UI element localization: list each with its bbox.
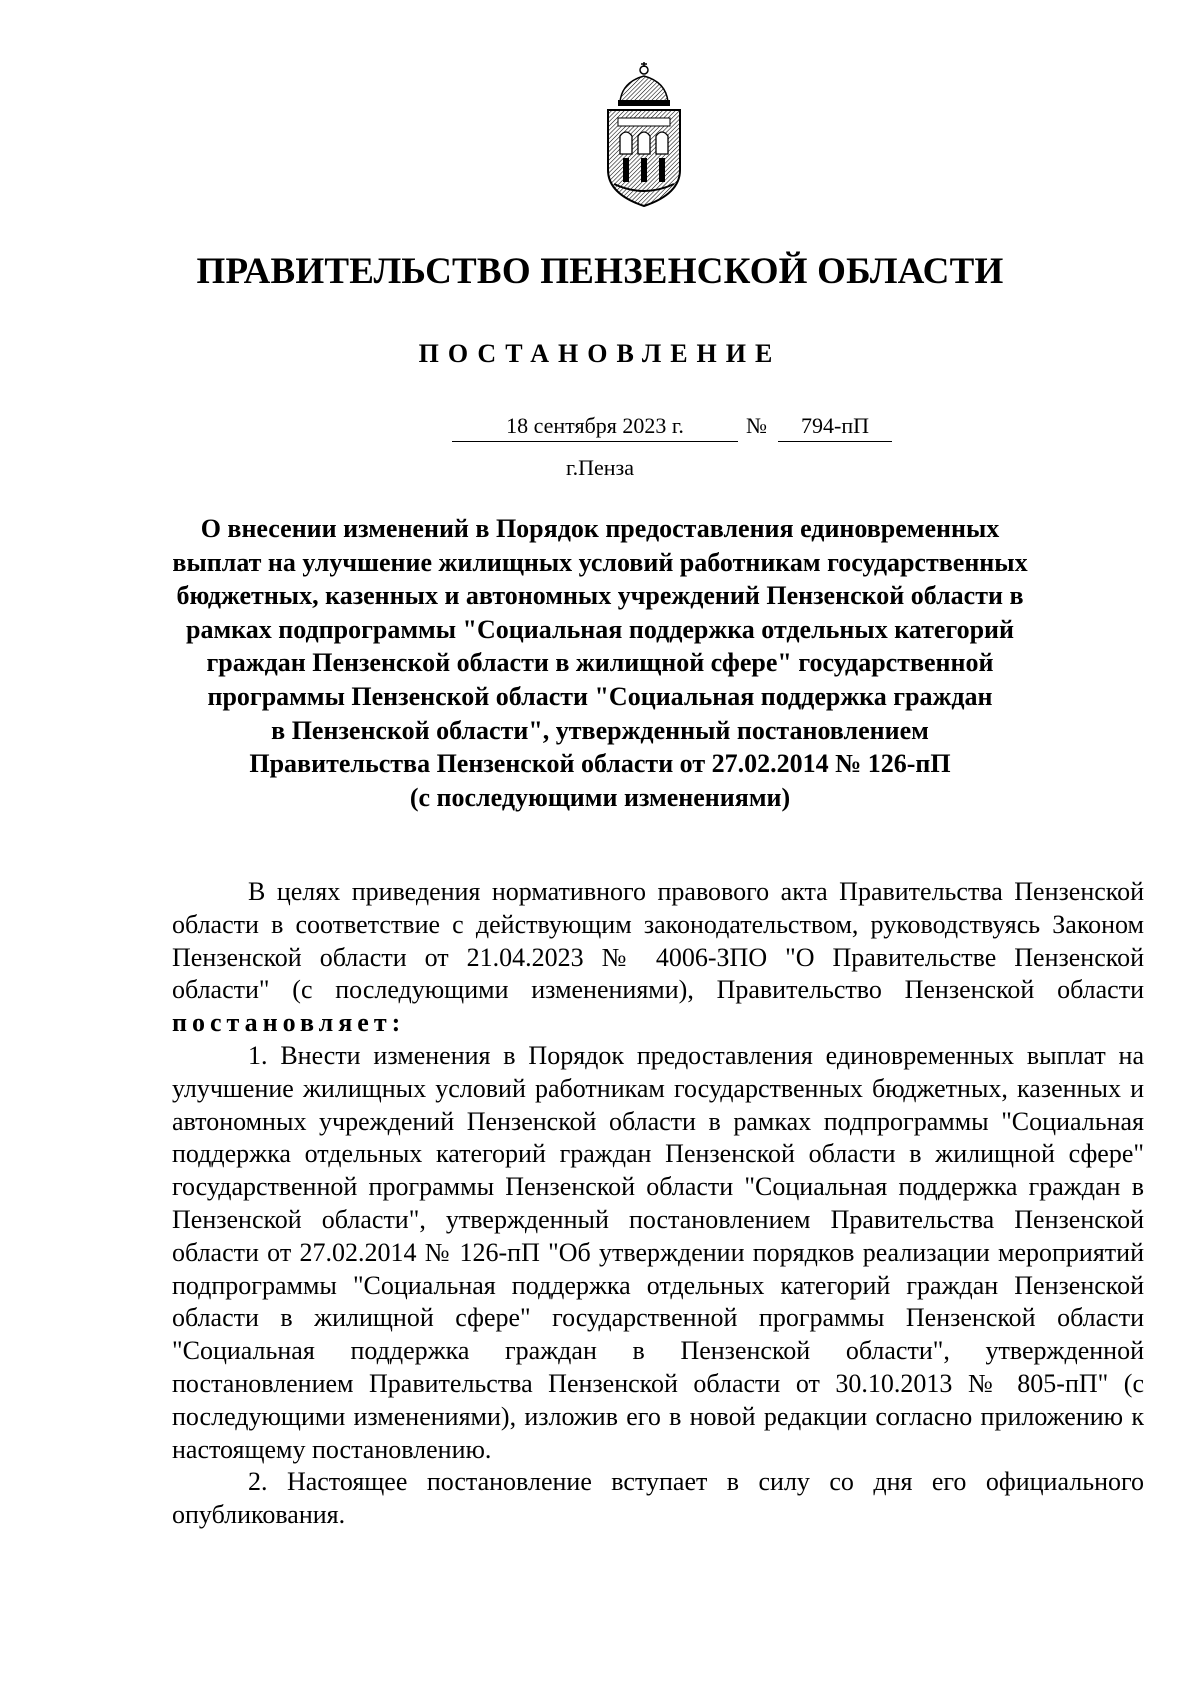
document-heading [150, 512, 1050, 814]
heading-line: рамках подпрограммы "Социальная поддержка отдельных категорий [185, 614, 1015, 644]
resolves-word: постановляет: [172, 1008, 406, 1038]
preamble-paragraph [172, 876, 1144, 1040]
document-number: 794-пП [778, 412, 892, 442]
heading-line: (с последующими изменениями) [409, 782, 791, 812]
number-sign: № [746, 413, 767, 438]
document-date: 18 сентября 2023 г. [452, 412, 738, 442]
preamble-text: В целях приведения нормативного правового акта Правительства Пензенской области в соответствие с действующим законодательством, руководствуясь Законом Пензенской области от 21.04.2023 № 4006-ЗПО "О Правительстве Пензенской области" (с последующими изменениями), Правительство Пензенской области [172, 877, 1144, 1005]
coat-of-arms-icon [596, 58, 692, 210]
heading-line: О внесении изменений в Порядок предоставления единовременных [200, 514, 1000, 543]
heading-line: программы Пензенской области "Социальная поддержка граждан [207, 681, 993, 711]
item-1-paragraph: 1. Внести изменения в Порядок предоставления единовременных выплат на улучшение жилищных условий работникам государственных бюджетных, казенных и автономных учреждений Пензенской области в рамках подпрограммы "Социальная поддержка отдельных категорий граждан Пензенской области в жилищной сфере" государственной программы Пензенской области "Социальная поддержка граждан в Пензенской области", утвержденный постановлением Правительства Пензенской области от 27.02.2014 № 126-пП "Об утверждении порядков реализации мероприятий подпрограммы "Социальная поддержка отдельных категорий граждан Пензенской области в жилищной сфере" государственной программы Пензенской области "Социальная поддержка граждан в Пензенской области", утвержденной постановлением Правительства Пензенской области от 30.10.2013 № 805-пП" (с последующими изменениями), изложив его в новой редакции согласно приложению к настоящему постановлению. [172, 1040, 1144, 1464]
heading-line: граждан Пензенской области в жилищной сфере" государственной [206, 648, 994, 678]
document-type: ПОСТАНОВЛЕНИЕ [418, 339, 782, 368]
org-title: ПРАВИТЕЛЬСТВО ПЕНЗЕНСКОЙ ОБЛАСТИ [196, 251, 1004, 292]
heading-line: выплат на улучшение жилищных условий работникам государственных [172, 547, 1028, 577]
city: г.Пенза [566, 455, 634, 480]
item-2-paragraph: 2. Настоящее постановление вступает в силу со дня его официального опубликования. [172, 1467, 1144, 1530]
heading-line: в Пензенской области", утвержденный постановлением [271, 715, 929, 745]
document-body [172, 876, 1144, 1532]
heading-line: бюджетных, казенных и автономных учреждений Пензенской области в [176, 581, 1024, 611]
heading-line: Правительства Пензенской области от 27.02.2014 № 126-пП [249, 749, 951, 779]
